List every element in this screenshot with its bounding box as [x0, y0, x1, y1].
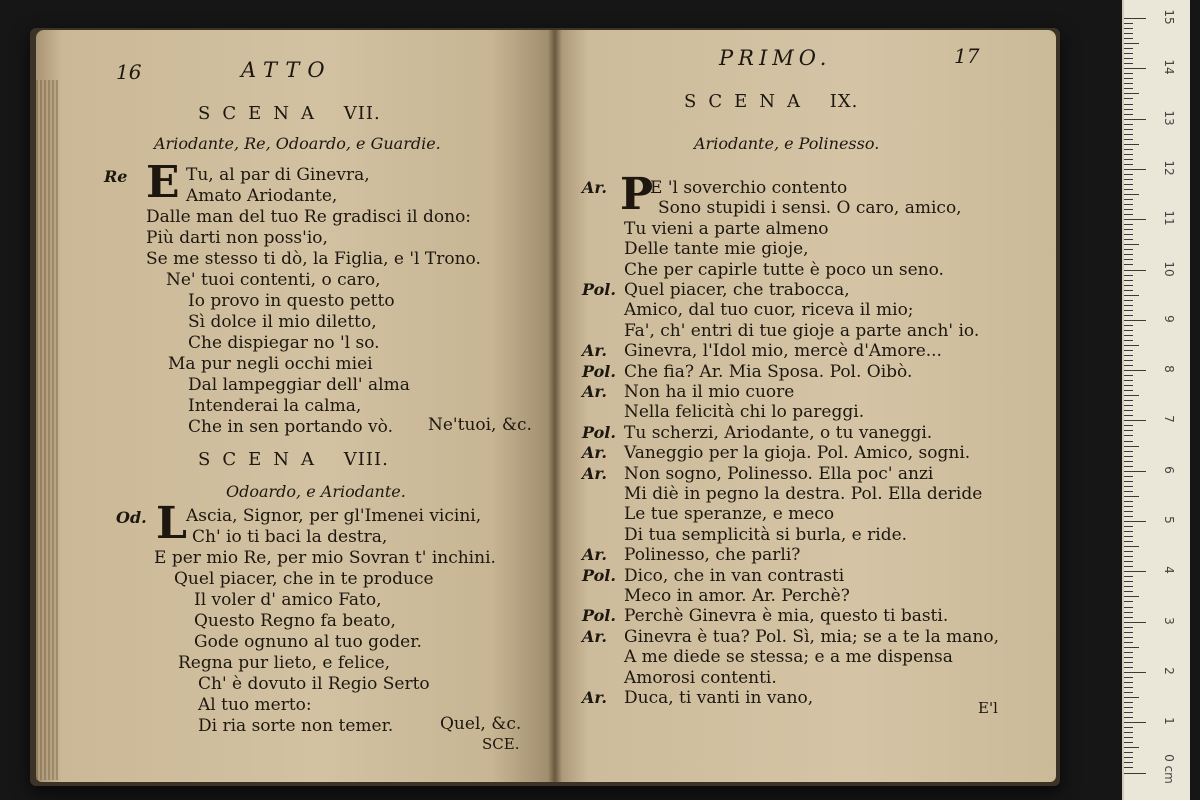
speaker-label: Pol.	[582, 280, 616, 299]
ruler-tick	[1124, 471, 1146, 472]
ruler-tick	[1124, 536, 1133, 537]
catchword-left: SCE.	[482, 735, 520, 753]
ruler-tick	[1124, 441, 1133, 442]
ruler-tick	[1124, 315, 1133, 316]
ruler-tick	[1124, 667, 1133, 668]
ruler-tick	[1124, 124, 1133, 125]
ruler-tick	[1124, 541, 1133, 542]
ruler-tick	[1124, 581, 1133, 582]
ruler-tick	[1124, 697, 1139, 698]
ruler-tick	[1124, 707, 1133, 708]
verse-line: Al tuo merto:	[198, 695, 312, 715]
ruler-number: 7	[1162, 415, 1176, 424]
repeat-cue: Ne'tuoi, &c.	[428, 415, 532, 435]
ruler-tick	[1124, 677, 1133, 678]
ruler-tick	[1124, 692, 1133, 693]
scene-ix-number: IX.	[829, 91, 859, 112]
ruler-tick	[1124, 773, 1146, 774]
ruler-tick	[1124, 652, 1133, 653]
ruler-tick	[1124, 33, 1133, 34]
dialogue-line: Le tue speranze, e meco	[624, 504, 835, 525]
ruler-tick	[1124, 742, 1133, 743]
ruler-tick	[1124, 657, 1133, 658]
drop-cap-p: P	[620, 169, 654, 220]
ruler-tick	[1124, 456, 1133, 457]
dialogue-line: Perchè Ginevra è mia, questo ti basti.	[624, 606, 949, 627]
ruler-tick	[1124, 591, 1133, 592]
catchword-right: E'l	[978, 699, 998, 717]
ruler-number: 12	[1162, 160, 1176, 176]
ruler-tick	[1124, 632, 1133, 633]
ruler-tick	[1124, 526, 1133, 527]
dialogue-line: Amorosi contenti.	[624, 667, 777, 688]
verse-line: Se me stesso ti dò, la Figlia, e 'l Trono.	[146, 249, 481, 269]
ruler-tick	[1124, 119, 1146, 120]
ruler-tick	[1124, 491, 1133, 492]
ruler-tick	[1124, 270, 1146, 271]
ruler-tick	[1124, 350, 1133, 351]
ruler-tick	[1124, 214, 1133, 215]
dialogue-line: Ginevra è tua? Pol. Sì, mia; se a te la mano,	[624, 626, 999, 647]
ruler-tick	[1124, 596, 1139, 597]
ruler-tick	[1124, 83, 1133, 84]
ruler-tick	[1124, 93, 1139, 94]
ruler-tick	[1124, 109, 1133, 110]
dialogue-line: Sono stupidi i sensi. O caro, amico,	[658, 198, 962, 219]
ruler-tick	[1124, 476, 1133, 477]
verse-line: Ch' io ti baci la destra,	[192, 527, 388, 547]
ruler-tick	[1124, 380, 1133, 381]
ruler-tick	[1124, 48, 1133, 49]
ruler-tick	[1124, 410, 1133, 411]
dialogue-line: E 'l soverchio contento	[650, 178, 848, 198]
ruler-number: 14	[1162, 59, 1176, 75]
ruler-tick	[1124, 264, 1133, 265]
ruler-tick	[1124, 285, 1133, 286]
verse-line: Intenderai la calma,	[188, 396, 362, 416]
ruler-number: 2	[1162, 667, 1176, 675]
ruler-tick	[1124, 551, 1133, 552]
ruler-tick	[1124, 320, 1146, 321]
ruler-tick	[1124, 757, 1133, 758]
ruler-tick	[1124, 18, 1146, 19]
dialogue-line: Di tua semplicità si burla, e ride.	[624, 524, 908, 545]
verse-line: Dal lampeggiar dell' alma	[188, 375, 410, 395]
ruler-tick	[1124, 531, 1133, 532]
ruler-tick	[1124, 717, 1133, 718]
ruler-tick	[1124, 405, 1133, 406]
ruler-tick	[1124, 305, 1133, 306]
ruler-tick	[1124, 280, 1133, 281]
right-page	[554, 30, 1056, 782]
ruler-tick	[1124, 300, 1133, 301]
ruler-tick	[1124, 204, 1133, 205]
ruler-tick	[1124, 566, 1133, 567]
ruler-tick	[1124, 144, 1139, 145]
ruler-tick	[1124, 310, 1133, 311]
verse-line: Di ria sorte non temer.	[198, 716, 394, 736]
ruler-tick	[1124, 149, 1133, 150]
ruler-tick	[1124, 571, 1146, 572]
ruler-tick	[1124, 159, 1133, 160]
ruler-tick	[1124, 219, 1146, 220]
ruler-tick	[1124, 576, 1133, 577]
ruler-tick	[1124, 174, 1133, 175]
ruler-number: 10	[1162, 260, 1176, 277]
ruler-tick	[1124, 607, 1133, 608]
verse-line: Amato Ariodante,	[186, 186, 338, 206]
verse-line: Tu, al par di Ginevra,	[186, 165, 370, 185]
scene-ix-word: SCENA	[684, 91, 812, 112]
dialogue-line: Vaneggio per la gioja. Pol. Amico, sogni.	[624, 443, 971, 464]
dialogue-line: Amico, dal tuo cuor, riceva il mio;	[624, 300, 914, 321]
ruler-tick	[1124, 486, 1133, 487]
dialogue-line: Dico, che in van contrasti	[624, 565, 845, 586]
ruler-tick	[1124, 400, 1133, 401]
drop-cap-l: L	[156, 498, 187, 549]
ruler-tick	[1124, 385, 1133, 386]
ruler-tick	[1124, 23, 1133, 24]
ruler-tick	[1124, 481, 1133, 482]
speaker-label: Pol.	[582, 606, 616, 626]
dialogue-line: A me diede se stessa; e a me dispensa	[624, 647, 953, 668]
ruler-tick	[1124, 682, 1133, 683]
ruler-tick	[1124, 722, 1146, 723]
ruler-tick	[1124, 435, 1133, 436]
ruler-tick	[1124, 88, 1133, 89]
dialogue-line: Polinesso, che parli?	[624, 545, 801, 566]
speaker-label: Ar.	[582, 443, 607, 463]
dialogue-line: Quel piacer, che trabocca,	[624, 280, 850, 300]
dialogue-line: Ginevra, l'Idol mio, mercè d'Amore...	[624, 341, 942, 362]
ruler-number: 4	[1162, 566, 1176, 575]
ruler-tick	[1124, 365, 1133, 366]
dialogue-line: Duca, ti vanti in vano,	[624, 688, 814, 708]
ruler-tick	[1124, 290, 1133, 291]
ruler-tick	[1124, 259, 1133, 260]
ruler-tick	[1124, 244, 1139, 245]
scene-viii-word: SCENA	[198, 449, 326, 470]
ruler-number: 8	[1162, 365, 1176, 373]
ruler-tick	[1124, 234, 1133, 235]
verse-line: Che dispiegar no 'l so.	[188, 333, 380, 353]
ruler-tick	[1124, 627, 1133, 628]
ruler-tick	[1124, 546, 1139, 547]
ruler-tick	[1124, 254, 1133, 255]
dialogue-line: Che fia? Ar. Mia Sposa. Pol. Oibò.	[624, 361, 913, 382]
verse-line: Più darti non poss'io,	[146, 228, 328, 248]
verse-line: Questo Regno fa beato,	[194, 611, 396, 631]
ruler-tick	[1124, 129, 1133, 130]
ruler-tick	[1124, 249, 1133, 250]
verse-line: Regna pur lieto, e felice,	[178, 653, 391, 673]
ruler-tick	[1124, 727, 1133, 728]
ruler-tick	[1124, 561, 1133, 562]
ruler-tick	[1124, 586, 1133, 587]
scene-vii-cast: Ariodante, Re, Odoardo, e Guardie.	[154, 134, 441, 153]
ruler-tick	[1124, 229, 1133, 230]
ruler-tick	[1124, 355, 1133, 356]
ruler-tick	[1124, 98, 1133, 99]
speaker-label: Ar.	[582, 688, 607, 707]
ruler-tick	[1124, 501, 1133, 502]
scene-vii-title	[198, 104, 381, 124]
ruler-tick	[1124, 496, 1139, 497]
ruler-tick	[1124, 375, 1133, 376]
dialogue-line: Mi diè in pegno la destra. Pol. Ella deride	[624, 484, 983, 504]
ruler-tick	[1124, 430, 1133, 431]
ruler-number: 6	[1162, 465, 1176, 474]
ruler-tick	[1124, 179, 1133, 180]
verse-line: Sì dolce il mio diletto,	[188, 312, 377, 332]
dialogue-line: Non ha il mio cuore	[624, 382, 795, 402]
ruler-tick	[1124, 224, 1133, 225]
ruler-tick	[1124, 461, 1133, 462]
scene-vii-word: SCENA	[198, 103, 326, 124]
dialogue-line: Che per capirle tutte è poco un seno.	[624, 259, 944, 280]
ruler-tick	[1124, 420, 1146, 421]
ruler-tick	[1124, 154, 1133, 155]
ruler-tick	[1124, 702, 1133, 703]
verse-line: Ne' tuoi contenti, o caro,	[166, 270, 381, 290]
ruler-tick	[1124, 340, 1133, 341]
speaker-label: Pol.	[582, 361, 616, 381]
ruler-tick	[1124, 767, 1133, 768]
verse-line: Gode ognuno al tuo goder.	[194, 632, 422, 652]
dialogue-line: Tu vieni a parte almeno	[624, 218, 829, 239]
verse-line: Ch' è dovuto il Regio Serto	[198, 674, 430, 694]
book-gutter	[548, 30, 562, 782]
ruler-tick	[1124, 199, 1133, 200]
ruler-tick	[1124, 78, 1133, 79]
ruler-tick	[1124, 239, 1133, 240]
scene-viii-title	[198, 450, 389, 470]
ruler-tick	[1124, 511, 1133, 512]
ruler-tick	[1124, 114, 1133, 115]
drop-cap-e: E	[146, 157, 180, 208]
ruler-tick	[1124, 169, 1146, 170]
ruler-tick	[1124, 732, 1133, 733]
ruler-number: 9	[1162, 314, 1176, 323]
measuring-ruler	[1122, 0, 1190, 800]
ruler-tick	[1124, 752, 1133, 753]
ruler-number: 3	[1162, 616, 1176, 625]
ruler-tick	[1124, 335, 1133, 336]
page-edges	[36, 80, 58, 780]
ruler-tick	[1124, 672, 1146, 673]
verse-line: Ascia, Signor, per gl'Imenei vicini,	[186, 506, 482, 526]
ruler-tick	[1124, 184, 1133, 185]
speaker-re: Re	[104, 167, 128, 186]
ruler-tick	[1124, 737, 1133, 738]
ruler-number: 11	[1162, 210, 1176, 226]
ruler-tick	[1124, 345, 1139, 346]
ruler-tick	[1124, 275, 1133, 276]
running-head-left: ATTO	[241, 58, 333, 82]
repeat-cue: Quel, &c.	[440, 714, 522, 734]
ruler-tick	[1124, 395, 1139, 396]
ruler-tick	[1124, 516, 1133, 517]
speaker-label: Ar.	[582, 382, 607, 401]
ruler-tick	[1124, 612, 1133, 613]
ruler-tick	[1124, 164, 1133, 165]
ruler-tick	[1124, 194, 1139, 195]
scene-ix-title	[684, 92, 858, 112]
scene-viii-cast: Odoardo, e Ariodante.	[226, 482, 406, 501]
ruler-tick	[1124, 637, 1133, 638]
verse-line: E per mio Re, per mio Sovran t' inchini.	[154, 548, 496, 568]
ruler-tick	[1124, 642, 1133, 643]
dialogue-line: Tu scherzi, Ariodante, o tu vaneggi.	[624, 422, 933, 443]
ruler-tick	[1124, 647, 1139, 648]
ruler-tick	[1124, 622, 1146, 623]
ruler-number: 5	[1162, 516, 1176, 524]
ruler-tick	[1124, 712, 1133, 713]
ruler-tick	[1124, 189, 1133, 190]
verse-line: Io provo in questo petto	[188, 291, 395, 311]
ruler-tick	[1124, 330, 1133, 331]
scene-vii-number: VII.	[343, 103, 381, 124]
speaker-label: Ar.	[582, 545, 607, 565]
ruler-tick	[1124, 63, 1133, 64]
ruler-tick	[1124, 43, 1139, 44]
ruler-tick	[1124, 617, 1133, 618]
ruler-tick	[1124, 687, 1133, 688]
verse-line: Il voler d' amico Fato,	[194, 590, 382, 610]
dialogue-line: Non sogno, Polinesso. Ella poc' anzi	[624, 463, 934, 484]
ruler-tick	[1124, 134, 1133, 135]
speaker-od: Od.	[116, 508, 147, 527]
page-number-left: 16	[116, 60, 142, 84]
scene-ix-cast: Ariodante, e Polinesso.	[694, 134, 880, 153]
ruler-number: 13	[1162, 109, 1176, 126]
ruler-tick	[1124, 295, 1139, 296]
dialogue-line: Nella felicità chi lo pareggi.	[624, 402, 865, 423]
ruler-tick	[1124, 446, 1139, 447]
ruler-tick	[1124, 390, 1133, 391]
ruler-unit: 0 cm	[1162, 754, 1176, 784]
speaker-label: Pol.	[582, 422, 616, 442]
scene-viii-number: VIII.	[343, 449, 389, 470]
ruler-tick	[1124, 58, 1133, 59]
speaker-label: Ar.	[582, 341, 607, 361]
ruler-tick	[1124, 425, 1133, 426]
verse-line: Dalle man del tuo Re gradisci il dono:	[146, 207, 472, 227]
ruler-number: 1	[1162, 717, 1176, 725]
ruler-tick	[1124, 466, 1133, 467]
ruler-tick	[1124, 209, 1133, 210]
ruler-tick	[1124, 68, 1146, 69]
verse-line: Ma pur negli occhi miei	[168, 354, 373, 374]
speaker-label: Pol.	[582, 565, 616, 585]
verse-line: Che in sen portando vò.	[188, 417, 393, 437]
ruler-tick	[1124, 662, 1133, 663]
running-head-right: PRIMO.	[719, 46, 832, 70]
ruler-tick	[1124, 762, 1133, 763]
speaker-label: Ar.	[582, 463, 607, 483]
ruler-tick	[1124, 38, 1133, 39]
ruler-tick	[1124, 104, 1133, 105]
verse-line: Quel piacer, che in te produce	[174, 569, 434, 589]
ruler-number: 15	[1162, 9, 1176, 25]
ruler-tick	[1124, 325, 1133, 326]
speaker-label: Ar.	[582, 626, 607, 646]
left-page	[36, 30, 554, 782]
ruler-tick	[1124, 415, 1133, 416]
ruler-tick	[1124, 28, 1133, 29]
ruler-tick	[1124, 506, 1133, 507]
ruler-tick	[1124, 73, 1133, 74]
ruler-tick	[1124, 53, 1133, 54]
dialogue-line: Fa', ch' entri di tue gioje a parte anch' io.	[624, 320, 980, 341]
dialogue-line: Delle tante mie gioje,	[624, 239, 809, 260]
ruler-tick	[1124, 451, 1133, 452]
dialogue-line: Meco in amor. Ar. Perchè?	[624, 586, 850, 606]
ruler-tick	[1124, 556, 1133, 557]
ruler-tick	[1124, 601, 1133, 602]
ruler-tick	[1124, 747, 1139, 748]
ruler-tick	[1124, 521, 1146, 522]
speaker-label: Ar.	[582, 178, 607, 197]
ruler-tick	[1124, 370, 1146, 371]
ruler-tick	[1124, 360, 1133, 361]
page-number-right: 17	[954, 44, 980, 68]
ruler-tick	[1124, 139, 1133, 140]
